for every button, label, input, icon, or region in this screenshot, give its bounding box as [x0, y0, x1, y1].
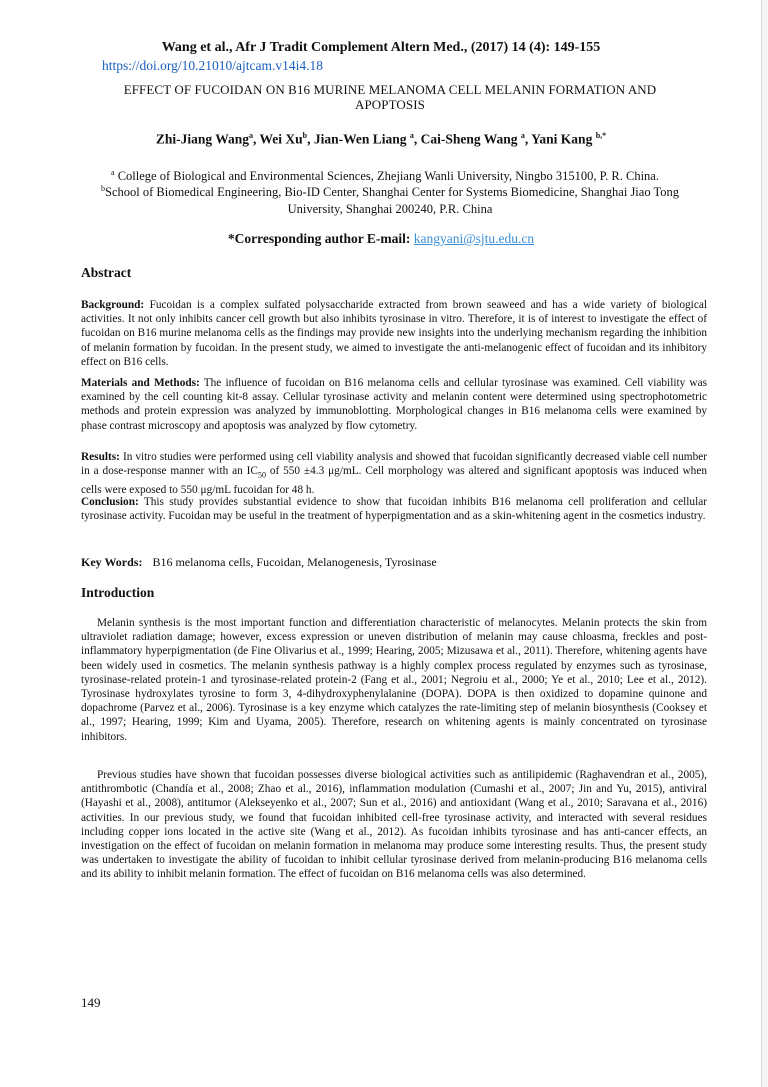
- author-mark: a: [520, 131, 525, 140]
- corresponding-email-link[interactable]: kangyani@sjtu.edu.cn: [413, 231, 535, 246]
- author-list: Zhi-Jiang Wang$^a$, Wei Xu$^b$, Jian-Wen Liang $^a$, Cai-Sheng Wang $^a$, Yani Kang $^{b,*}$: [155, 131, 607, 147]
- affiliation-text: School of Biomedical Engineering, Bio-ID Center, Shanghai Center for Systems Biomedicine, Shanghai Jiao Tong University, Shanghai 200240, P.R. China: [105, 185, 679, 217]
- abstract-results: [81, 450, 707, 497]
- author-mark: a: [409, 131, 414, 140]
- author-mark: a: [249, 131, 253, 140]
- abstract-conclusion: [81, 495, 707, 523]
- introduction-heading: Introduction: [81, 585, 155, 600]
- abstract-background: [81, 298, 707, 369]
- background-text: Fucoidan is a complex sulfated polysaccharide extracted from brown seaweed and has a wide variety of biological activities. It not only inhibits cancer cell growth but also inhibits tyrosinase in vitro. Therefore, it is of interest to investigate the effect of fucoidan on B16 murine melanoma cells as the findings may provide new insights into the underlying mechanism regarding the inhibition of melanin formation by fucoidan. In the present study, we aimed to investigate the anti-melanogenic effect of fucoidan and its inhibitory effect on B16 cells.: [81, 299, 707, 368]
- affiliation-b: [90, 180, 690, 218]
- conclusion-label: Conclusion:: [81, 496, 139, 508]
- affiliation-text: College of Biological and Environmental Sciences, Zhejiang Wanli University, Ningbo 315100, P. R. China.: [117, 169, 659, 184]
- ic50-subscript: 50: [257, 470, 266, 480]
- author-name: Jian-Wen Liang: [313, 131, 407, 147]
- results-label: Results:: [81, 451, 120, 463]
- affiliation-mark: a: [111, 168, 115, 177]
- abstract-methods: [81, 376, 707, 433]
- methods-text: The influence of fucoidan on B16 melanoma cells and cellular tyrosinase was examined. Cell viability was examined by the cell counting kit-8 assay. Cellular tyrosinase activity and melanin content were determined using spectrophotometric methods and protein expression was analyzed by immunoblotting. Morphological changes in B16 melanoma cells were examined by phase contrast microscopy and apoptosis was analyzed by flow cytometry.: [81, 377, 707, 432]
- results-text-cont: of 550 ±4.3 μg/mL. Cell morphology was altered and significant apoptosis was induced when cells were exposed to 550 μg/mL fucoidan for 48 h.: [81, 465, 707, 496]
- author-name: Yani Kang: [531, 131, 593, 147]
- introduction-paragraph-1: Melanin synthesis is the most important function and differentiation characteristic of melanocytes. Melanin protects the skin from ultraviolet radiation damage; however, excess expression or uneven distribution of melanin may cause chloasma, freckles and post-inflammatory hyperpigmentation (de Fine Olivarius et al., 1999; Hearing, 2005; Mizusawa et al., 2011). Therefore, whitening agents have been widely used in cosmetics. The melanin synthesis pathway is a highly complex process regulated by enzymes such as tyrosinase, tyrosinase-related protein-1 and tyrosinase-related protein-2 (Fang et al., 2001; Negroiu et al., 2000; Ye et al., 2010; Lee et al., 2012). Tyrosinase hydroxylates tyrosine to form 3, 4-dihydroxyphenylalanine (DOPA). DOPA is then oxidized to dopamine quinone and dopachrome (Parvez et al., 2006). Tyrosinase is a key enzyme which catalyzes the rate-limiting step of melanin biosynthesis (Cooksey et al., 1997; Hearing, 1999; Kim and Uyama, 2005). Therefore, research on whitening agents is mainly concentrated on tyrosinase inhibitors.: [81, 617, 707, 743]
- author-name: Zhi-Jiang Wang: [155, 131, 249, 147]
- keywords-value: B16 melanoma cells, Fucoidan, Melanogenesis, Tyrosinase: [152, 555, 437, 569]
- page-number: 149: [81, 995, 101, 1010]
- paper-title: EFFECT OF FUCOIDAN ON B16 MURINE MELANOMA CELL MELANIN FORMATION AND APOPTOSIS: [123, 82, 657, 112]
- background-label: Background:: [81, 299, 145, 311]
- keywords: [81, 555, 437, 570]
- author-mark: b,*: [595, 131, 607, 140]
- journal-citation: Wang et al., Afr J Tradit Complement Altern Med., (2017) 14 (4): 149-155: [161, 40, 601, 55]
- corresponding-label: *Corresponding author E-mail:: [227, 231, 411, 246]
- conclusion-text: This study provides substantial evidence to show that fucoidan inhibits B16 melanoma cell proliferation and cellular tyrosinase activity. Fucoidan may be useful in the treatment of hyperpigmentation and as a skin-whitening agent in the cosmetics industry.: [81, 496, 707, 523]
- introduction-paragraph-2: Previous studies have shown that fucoidan possesses diverse biological activities such as antilipidemic (Raghavendran et al., 2005), antithrombotic (Chandía et al., 2008; Zhao et al., 2016), inflammation modulation (Cumashi et al., 2007; Jin and Yu, 2015), antiviral (Hayashi et al., 2008), antitumor (Alekseyenko et al., 2007; Sun et al., 2016) and antioxidant (Wang et al., 2010; Saravana et al., 2016) activities. In our previous study, we found that fucoidan inhibited cell-free tyrosinase activity, and interacted with several residues including copper ions located in the active site (Wang et al., 2012). As fucoidan inhibits tyrosinase and has anti-cancer effects, an investigation on the effect of fucoidan on melanin formation in melanoma may produce some interesting results. Thus, the present study was undertaken to investigate the ability of fucoidan to inhibit cellular tyrosinase derived from melanin-producing B16 melanoma cells and its ability to inhibit melanin formation. The effect of fucoidan on B16 melanoma cells was also determined.: [81, 769, 707, 881]
- results-text: In vitro studies were performed using cell viability analysis and showed that fucoidan significantly decreased viable cell number in a dose-response manner with an IC: [81, 451, 708, 478]
- author-name: Cai-Sheng Wang: [420, 131, 518, 147]
- author-mark: b: [302, 131, 308, 140]
- author-name: Wei Xu: [259, 131, 303, 147]
- corresponding-author: [0, 231, 762, 247]
- doi-link[interactable]: https://doi.org/10.21010/ajtcam.v14i4.18: [102, 58, 323, 73]
- affiliation-mark: b: [101, 184, 105, 193]
- methods-label: Materials and Methods:: [81, 377, 200, 389]
- abstract-heading: Abstract: [81, 265, 132, 280]
- keywords-label: Key Words:: [81, 555, 143, 569]
